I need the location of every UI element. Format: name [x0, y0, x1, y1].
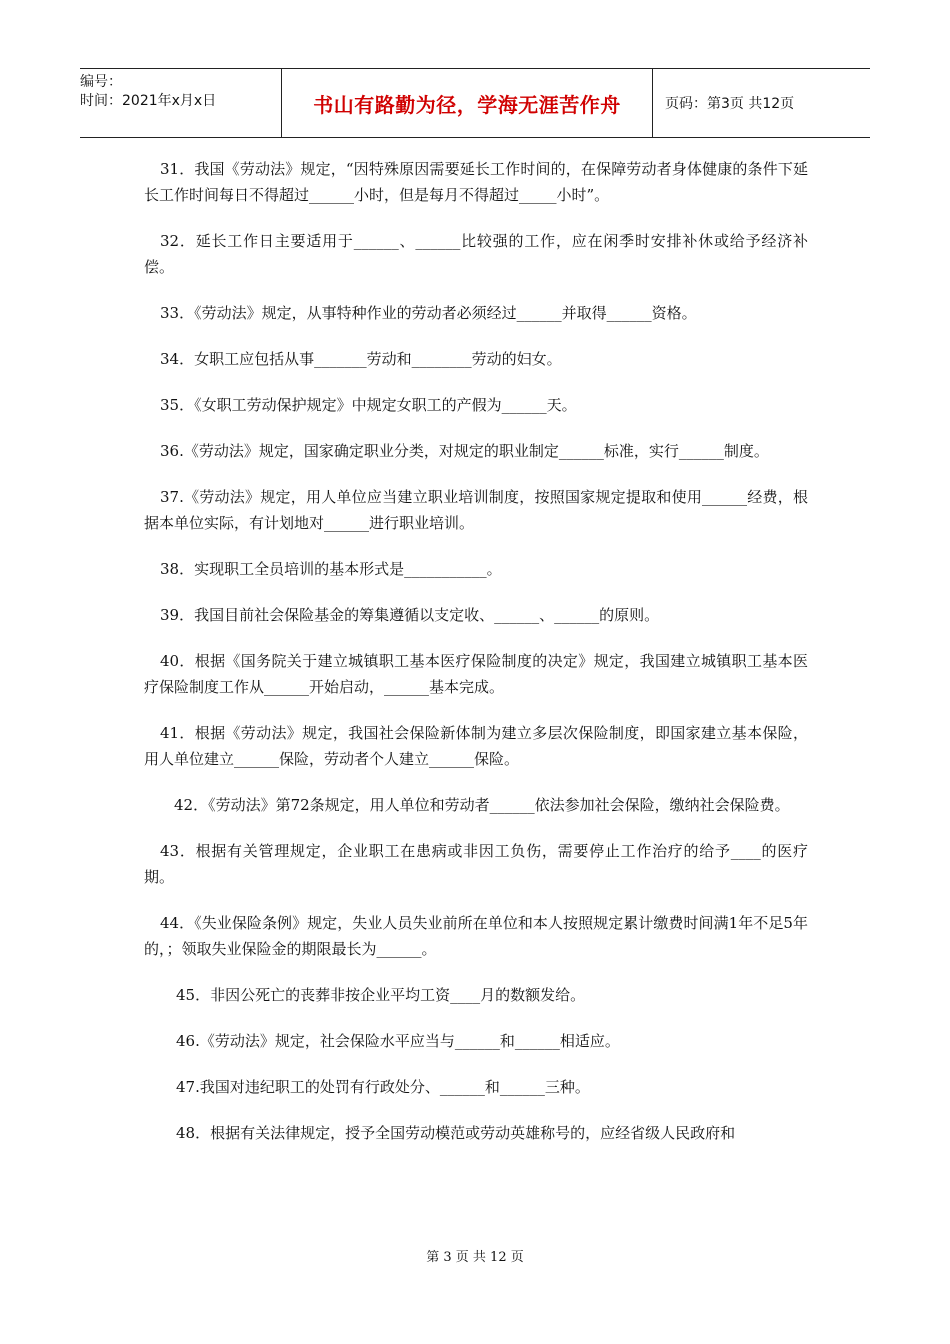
question-48: 48．根据有关法律规定，授予全国劳动模范或劳动英雄称号的，应经省级人民政府和 [176, 1124, 736, 1142]
header-page-info: 页码：第3页 共12页 [665, 96, 795, 112]
question-34: 34．女职工应包括从事_______劳动和________劳动的妇女。 [160, 350, 562, 368]
question-41: 41．根据《劳动法》规定，我国社会保险新体制为建立多层次保险制度，即国家建立基本保险，用人单位建立______保险，劳动者个人建立______保险。 [144, 724, 808, 768]
question-37: 37.《劳动法》规定，用人单位应当建立职业培训制度，按照国家规定提取和使用______经费，根据本单位实际，有计划地对______进行职业培训。 [144, 488, 808, 532]
question-36: 36.《劳动法》规定，国家确定职业分类，对规定的职业制定______标准，实行______制度。 [160, 442, 769, 460]
question-40: 40．根据《国务院关于建立城镇职工基本医疗保险制度的决定》规定，我国建立城镇职工基本医疗保险制度工作从______开始启动，______基本完成。 [144, 652, 808, 696]
question-45: 45．非因公死亡的丧葬非按企业平均工资____月的数额发给。 [176, 986, 586, 1004]
question-38: 38．实现职工全员培训的基本形式是___________。 [160, 560, 502, 578]
question-47: 47.我国对违纪职工的处罚有行政处分、______和______三种。 [176, 1078, 590, 1096]
page-header [80, 68, 870, 138]
question-39: 39．我国目前社会保险基金的筹集遵循以支定收、______、______的原则。 [160, 606, 660, 624]
question-33: 33．《劳动法》规定，从事特种作业的劳动者必须经过______并取得______资格。 [160, 304, 697, 322]
question-46: 46.《劳动法》规定，社会保险水平应当与______和______相适应。 [176, 1032, 620, 1050]
page-footer: 第 3 页 共 12 页 [426, 1250, 524, 1265]
date-label: 时间：2021年x月x日 [80, 93, 217, 109]
number-label: 编号： [80, 74, 122, 90]
question-35: 35．《女职工劳动保护规定》中规定女职工的产假为______天。 [160, 396, 577, 414]
question-list [144, 156, 808, 1166]
question-42: 42．《劳动法》第72条规定，用人单位和劳动者______依法参加社会保险，缴纳社会保险费。 [174, 796, 790, 814]
question-44: 44．《失业保险条例》规定，失业人员失业前所在单位和本人按照规定累计缴费时间满1年不足5年的，；领取失业保险金的期限最长为______。 [144, 914, 808, 958]
question-31: 31．我国《劳动法》规定，“因特殊原因需要延长工作时间的，在保障劳动者身体健康的条件下延长工作时间每日不得超过______小时，但是每月不得超过_____小时”。 [144, 160, 808, 204]
header-motto: 书山有路勤为径，学海无涯苦作舟 [281, 69, 653, 137]
question-43: 43．根据有关管理规定，企业职工在患病或非因工负伤，需要停止工作治疗的给予____的医疗期。 [144, 842, 808, 886]
header-meta [80, 69, 281, 137]
question-32: 32．延长工作日主要适用于______、______比较强的工作，应在闲季时安排补休或给予经济补偿。 [144, 232, 808, 276]
